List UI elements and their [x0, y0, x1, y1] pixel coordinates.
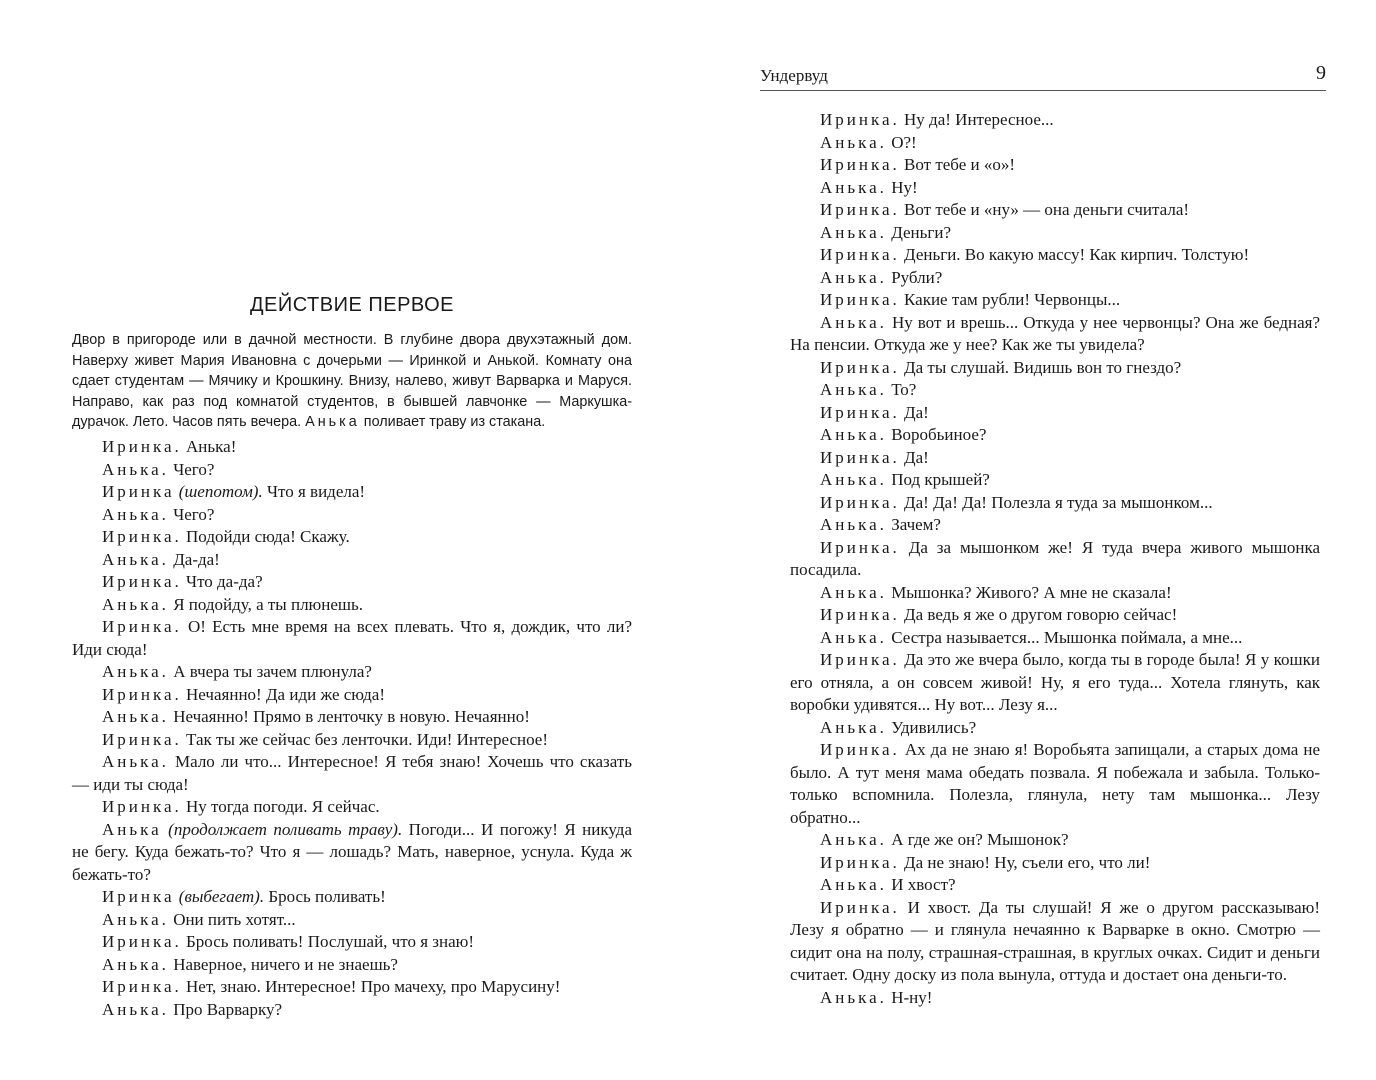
speaker-name: Иринка. — [820, 897, 900, 917]
speaker-name: Анька. — [820, 267, 887, 287]
line-text: Нечаянно! Да иди же сюда! — [181, 684, 385, 704]
dialogue-line — [790, 447, 1320, 470]
speaker-name: Анька — [102, 819, 162, 839]
speaker-name: Иринка. — [820, 200, 900, 219]
dialogue-line — [72, 706, 632, 729]
line-text: Они пить хотят... — [168, 909, 296, 929]
line-text: То? — [886, 380, 917, 399]
line-text: О?! — [886, 132, 917, 152]
line-text: И хвост. Да ты слушай! Я же о другом рассказываю! Лезу я обратно — и глянула нечаянно к Варварке в окно. Смотрю — сидит она на полу, страшная-страшная, в круглых очках. Сидит и деньги считает. Одну доску из пола вынула, оттуда и достает она деньги-то. — [790, 897, 1320, 984]
line-text: А вчера ты зачем плюнула? — [168, 662, 372, 681]
line-text: Деньги. Во какую массу! Как кирпич. Толстую! — [899, 245, 1250, 264]
speaker-name: Анька. — [820, 312, 887, 332]
line-text: Ну! — [886, 177, 918, 197]
page-number: 9 — [1316, 62, 1326, 84]
speaker-name: Анька. — [820, 470, 887, 489]
dialogue-line — [790, 987, 1320, 1010]
dialogue-line — [790, 739, 1320, 829]
line-text: Нет, знаю. Интересное! Про мачеху, про Марусину! — [181, 977, 561, 996]
dialogue-line — [72, 594, 632, 617]
line-text: Да! Да! Да! Полезла я туда за мышонком... — [899, 492, 1213, 512]
dialogue-line — [790, 154, 1320, 177]
dialogue-line — [790, 132, 1320, 155]
speaker-name: Иринка. — [820, 245, 900, 264]
dialogue-line — [790, 222, 1320, 245]
dialogue-line — [790, 424, 1320, 447]
line-text: Про Варварку? — [168, 999, 283, 1019]
speaker-name: Иринка. — [102, 527, 182, 546]
speaker-name: Анька. — [102, 954, 169, 974]
dialogue-line — [72, 954, 632, 977]
line-text: Сестра называется... Мышонка поймала, а мне... — [886, 627, 1243, 647]
speaker-name: Иринка. — [102, 572, 182, 591]
dialogue-line — [790, 604, 1320, 627]
speaker-name: Иринка. — [820, 740, 900, 759]
line-text: Да! — [899, 447, 929, 467]
dialogue-line — [790, 874, 1320, 897]
dialogue-line — [790, 852, 1320, 875]
speaker-name: Анька. — [820, 380, 887, 399]
line-text: Зачем? — [886, 515, 941, 534]
speaker-name: Анька. — [820, 582, 887, 602]
right-page — [688, 0, 1376, 1080]
line-text: Мышонка? Живого? А мне не сказала! — [886, 582, 1172, 602]
dialogue-line — [72, 571, 632, 594]
dialogue-line — [790, 244, 1320, 267]
line-text: Рубли? — [886, 267, 943, 287]
speaker-name: Анька. — [820, 132, 887, 152]
dialogue-line — [72, 481, 632, 504]
dialogue-line — [72, 976, 632, 999]
right-dialogue — [790, 109, 1320, 1009]
speaker-name: Анька. — [102, 459, 169, 479]
line-text: Ну вот и врешь... Откуда у нее червонцы? Она же бедная? На пенсии. Откуда же у нее? Как же ты увидела? — [790, 312, 1320, 354]
line-text: Вот тебе и «о»! — [899, 155, 1016, 174]
line-text: Анька! — [181, 437, 237, 456]
line-text: Брось поливать! Послушай, что я знаю! — [181, 932, 474, 951]
line-text: Наверное, ничего и не знаешь? — [168, 954, 398, 974]
speaker-name: Иринка. — [102, 729, 182, 749]
dialogue-line — [72, 819, 632, 887]
speaker-name: Анька. — [820, 987, 887, 1007]
stage-remark: (выбегает). — [174, 887, 265, 906]
dialogue-line — [72, 931, 632, 954]
stage-direction — [72, 330, 632, 433]
speaker-name: Анька. — [820, 875, 887, 894]
line-text: Нечаянно! Прямо в ленточку в новую. Нечаянно! — [168, 707, 530, 726]
speaker-name: Иринка. — [102, 977, 182, 996]
speaker-name: Анька. — [102, 752, 169, 771]
dialogue-line — [790, 537, 1320, 582]
dialogue-line — [790, 199, 1320, 222]
dialogue-line — [72, 549, 632, 572]
dialogue-line — [72, 684, 632, 707]
line-text: Чего? — [168, 504, 215, 524]
line-text: Да за мышонком же! Я туда вчера живого мышонка посадила. — [790, 537, 1320, 579]
dialogue-line — [72, 909, 632, 932]
act-title: ДЕЙСТВИЕ ПЕРВОЕ — [250, 294, 454, 316]
speaker-name: Анька. — [820, 222, 887, 242]
dialogue-line — [790, 627, 1320, 650]
speaker-name: Анька. — [102, 504, 169, 524]
line-text: Ну тогда погоди. Я сейчас. — [181, 797, 380, 816]
stage-remark: (продолжает поливать траву). — [161, 819, 403, 839]
dialogue-line — [790, 312, 1320, 357]
stage-direction-tail: поливает траву из стакана. — [359, 414, 546, 431]
dialogue-line — [790, 469, 1320, 492]
speaker-name: Анька. — [820, 177, 887, 197]
speaker-name: Анька. — [102, 662, 169, 681]
dialogue-line — [72, 729, 632, 752]
speaker-name: Анька. — [102, 909, 169, 929]
line-text: Ах да не знаю я! Воробьята запищали, а старых дома не было. А тут меня мама обедать позвала. Я побежала и забыла. Только-только вспомнила. Полезла, глянула, нету там мышонка... Лезу обратно... — [790, 740, 1320, 827]
line-text: Да ты слушай. Видишь вон то гнездо? — [899, 357, 1182, 377]
line-text: Н-ну! — [886, 987, 933, 1007]
speaker-name: Иринка. — [102, 684, 182, 704]
dialogue-line — [72, 526, 632, 549]
left-dialogue — [72, 436, 632, 1021]
line-text: Да не знаю! Ну, съели его, что ли! — [899, 852, 1151, 872]
stage-direction-speaker: Анька — [305, 414, 360, 431]
speaker-name: Иринка. — [102, 797, 182, 816]
dialogue-line — [790, 897, 1320, 987]
speaker-name: Анька. — [102, 999, 169, 1019]
line-text: Мало ли что... Интересное! Я тебя знаю! Хочешь что сказать — иди ты сюда! — [72, 752, 632, 794]
speaker-name: Иринка. — [102, 437, 182, 456]
dialogue-line — [72, 616, 632, 661]
speaker-name: Иринка. — [820, 492, 900, 512]
dialogue-line — [790, 379, 1320, 402]
dialogue-line — [72, 661, 632, 684]
dialogue-line — [790, 357, 1320, 380]
line-text: Что да-да? — [181, 572, 263, 591]
speaker-name: Иринка. — [820, 852, 900, 872]
speaker-name: Анька. — [820, 515, 887, 534]
dialogue-line — [790, 109, 1320, 132]
speaker-name: Иринка — [102, 887, 175, 906]
speaker-name: Иринка. — [820, 110, 900, 129]
dialogue-line — [790, 177, 1320, 200]
speaker-name: Анька. — [102, 707, 169, 726]
dialogue-line — [790, 289, 1320, 312]
speaker-name: Иринка. — [820, 605, 900, 624]
line-text: Деньги? — [886, 222, 952, 242]
line-text: Удивились? — [886, 717, 977, 737]
speaker-name: Анька. — [820, 830, 887, 849]
line-text: Брось поливать! — [264, 887, 386, 906]
speaker-name: Иринка. — [820, 537, 900, 557]
line-text: Что я видела! — [262, 482, 366, 501]
dialogue-line — [790, 649, 1320, 717]
dialogue-line — [790, 829, 1320, 852]
dialogue-line — [790, 402, 1320, 425]
dialogue-line — [72, 504, 632, 527]
speaker-name: Иринка. — [820, 650, 900, 669]
line-text: Да! — [899, 402, 929, 422]
speaker-name: Анька. — [102, 549, 169, 569]
stage-direction-text: Двор в пригороде или в дачной местности. В глубине двора двухэтажный дом. Наверху живет Мария Ивановна с дочерьми — Иринкой и Анькой. Комнату она сдает студентам — Мячику и Крошкину. Внизу, налево, живут Варварка и Маруся. Направо, как раз под комнатой студентов, в бывшей лавчонке — Маркушка-дурачок. Лето. Часов пять вечера. — [72, 332, 632, 431]
speaker-name: Анька. — [102, 594, 169, 614]
line-text: И хвост? — [886, 875, 956, 894]
line-text: Чего? — [168, 459, 215, 479]
speaker-name: Иринка. — [820, 290, 900, 309]
line-text: Да-да! — [168, 549, 220, 569]
page-header — [760, 62, 1326, 91]
line-text: Погоди... И погожу! Я никуда не бегу. Куда бежать-то? Что я — лошадь? Мать, наверное, уснула. Куда ж бежать-то? — [72, 819, 632, 884]
line-text: Воробьиное? — [886, 425, 987, 444]
dialogue-line — [790, 514, 1320, 537]
dialogue-line — [790, 582, 1320, 605]
speaker-name: Иринка. — [102, 617, 182, 636]
line-text: А где же он? Мышонок? — [886, 830, 1069, 849]
speaker-name: Иринка. — [820, 155, 900, 174]
line-text: Да это же вчера было, когда ты в городе была! Я у кошки его отняла, а он совсем живой! Ну, я его туда... Хотела глянуть, как воробки удивятся... Ну вот... Лезу я... — [790, 650, 1320, 714]
line-text: Так ты же сейчас без ленточки. Иди! Интересное! — [181, 729, 549, 749]
dialogue-line — [72, 436, 632, 459]
speaker-name: Иринка. — [820, 447, 900, 467]
dialogue-line — [72, 999, 632, 1022]
line-text: Под крышей? — [886, 470, 990, 489]
line-text: Подойди сюда! Скажу. — [181, 527, 350, 546]
line-text: Я подойду, а ты плюнешь. — [168, 594, 363, 614]
dialogue-line — [790, 717, 1320, 740]
dialogue-line — [790, 267, 1320, 290]
dialogue-line — [72, 886, 632, 909]
speaker-name: Анька. — [820, 717, 887, 737]
line-text: О! Есть мне время на всех плевать. Что я, дождик, что ли? Иди сюда! — [72, 617, 632, 659]
line-text: Какие там рубли! Червонцы... — [899, 290, 1121, 309]
line-text: Вот тебе и «ну» — она деньги считала! — [899, 200, 1190, 219]
speaker-name: Анька. — [820, 627, 887, 647]
speaker-name: Анька. — [820, 425, 887, 444]
speaker-name: Иринка. — [820, 357, 900, 377]
dialogue-line — [72, 751, 632, 796]
dialogue-line — [72, 459, 632, 482]
running-title: Ундервуд — [760, 66, 828, 85]
line-text: Ну да! Интересное... — [899, 110, 1054, 129]
stage-remark: (шепотом). — [174, 482, 263, 501]
dialogue-line — [790, 492, 1320, 515]
speaker-name: Иринка. — [820, 402, 900, 422]
speaker-name: Иринка — [102, 482, 175, 501]
speaker-name: Иринка. — [102, 932, 182, 951]
dialogue-line — [72, 796, 632, 819]
line-text: Да ведь я же о другом говорю сейчас! — [899, 605, 1178, 624]
